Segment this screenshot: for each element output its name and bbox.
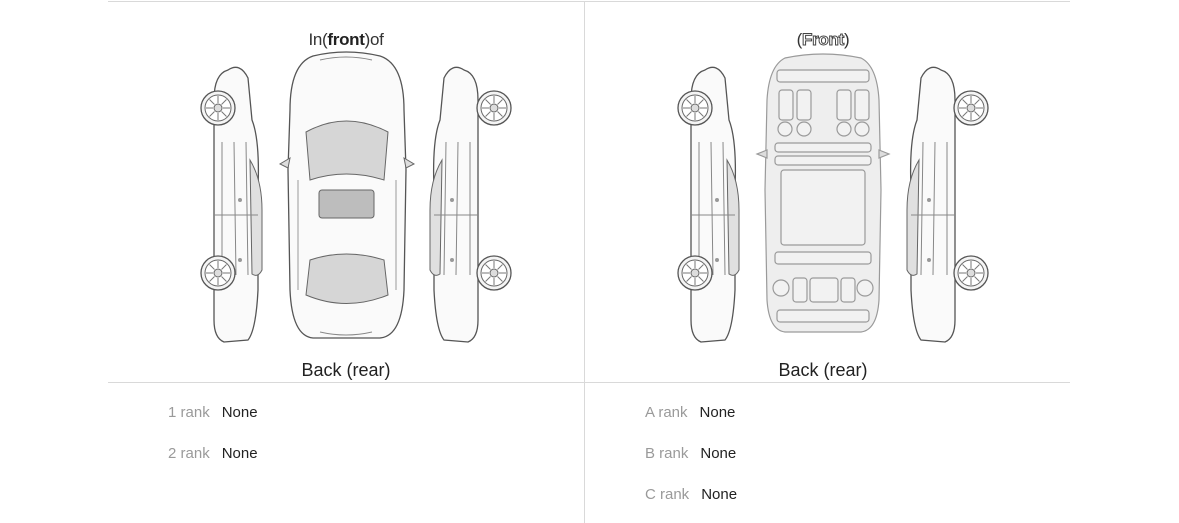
- right-side-view[interactable]: [907, 67, 988, 342]
- rank-label: 1 rank: [168, 404, 210, 421]
- rank-label: A rank: [645, 404, 688, 421]
- left-side-view[interactable]: [201, 67, 262, 342]
- rank-row-c: [645, 486, 737, 503]
- rank-label: B rank: [645, 445, 689, 462]
- rank-label: C rank: [645, 486, 690, 503]
- right-side-view[interactable]: [430, 67, 511, 342]
- rear-caption: Back (rear): [778, 360, 868, 380]
- frame-panel: [585, 2, 1061, 382]
- middle-divider: [108, 382, 1070, 383]
- top-view[interactable]: [280, 52, 414, 338]
- front-caption: (Front): [796, 30, 850, 49]
- rank-label: 2 rank: [168, 445, 210, 462]
- rank-row-1: [168, 404, 258, 421]
- rank-row-a: [645, 404, 735, 421]
- rear-caption: Back (rear): [301, 360, 391, 380]
- rank-value: None: [701, 486, 738, 503]
- exterior-car-diagram[interactable]: [108, 50, 584, 350]
- frame-car-diagram[interactable]: [585, 50, 1061, 350]
- exterior-panel: [108, 2, 584, 382]
- rank-row-2: [168, 445, 258, 462]
- rank-value: None: [221, 404, 258, 421]
- rank-row-b: [645, 445, 736, 462]
- rank-value: None: [221, 445, 258, 462]
- frame-view[interactable]: [757, 54, 889, 332]
- rank-value: None: [699, 404, 736, 421]
- front-caption: In(front)of: [308, 30, 384, 49]
- rank-value: None: [700, 445, 737, 462]
- left-side-view[interactable]: [678, 67, 739, 342]
